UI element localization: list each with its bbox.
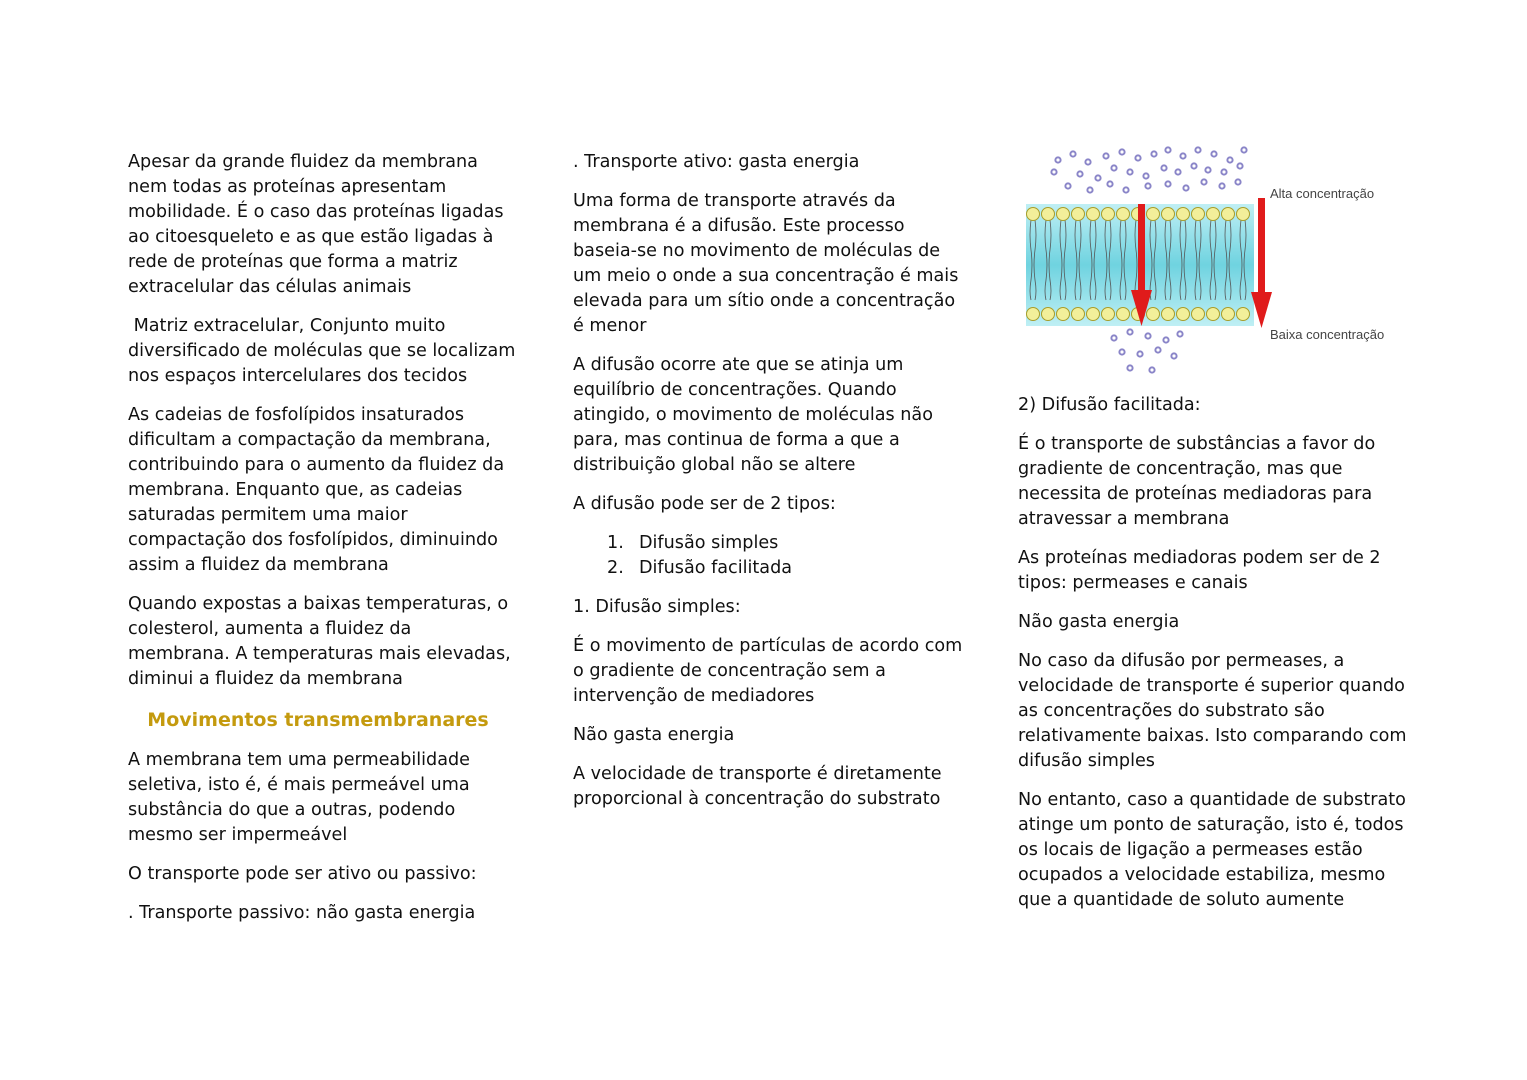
paragraph-passive-transport: . Transporte passivo: não gasta energia xyxy=(128,903,476,923)
phospholipid-head xyxy=(1027,208,1040,221)
paragraph-facilitated-def: É o transporte de substâncias a favor do gradiente de concentração, mas que necessita de proteínas mediadoras para atravessar a membrana xyxy=(1018,434,1376,529)
particle xyxy=(1077,171,1082,176)
particle xyxy=(1127,365,1132,370)
list-number: 2. xyxy=(607,558,624,578)
paragraph-cholesterol: Quando expostas a baixas temperaturas, o colesterol, aumenta a fluidez da membrana. A temperaturas mais elevadas, diminui a fluidez da membrana xyxy=(128,594,511,689)
particle xyxy=(1145,333,1150,338)
particle xyxy=(1227,157,1232,162)
particle xyxy=(1119,349,1124,354)
particle xyxy=(1180,153,1185,158)
phospholipid-head xyxy=(1042,208,1055,221)
particle xyxy=(1221,169,1226,174)
particle xyxy=(1201,179,1206,184)
list-text: Difusão facilitada xyxy=(639,558,793,578)
list-text: Difusão simples xyxy=(639,533,779,553)
paragraph-velocity: A velocidade de transporte é diretamente proporcional à concentração do substrato xyxy=(573,764,942,809)
particle xyxy=(1095,175,1100,180)
particle xyxy=(1165,181,1170,186)
paragraph-saturation: No entanto, caso a quantidade de substrato atinge um ponto de saturação, isto é, todos os locais de ligação a permeases estão ocupados a velocidade estabiliza, mesmo que a quantidade de soluto aumente xyxy=(1018,790,1406,910)
paragraph-mobility: Apesar da grande fluidez da membrana nem todas as proteínas apresentam mobilidade. É o caso das proteínas ligadas ao citoesqueleto e as que estão ligadas à rede de proteínas que forma a matriz extracelular das células animais xyxy=(128,152,504,297)
paragraph-no-energy-2: Não gasta energia xyxy=(1018,612,1180,632)
particle xyxy=(1235,179,1240,184)
membrane-diffusion-diagram xyxy=(1018,142,1398,387)
particle xyxy=(1051,169,1056,174)
particle xyxy=(1065,183,1070,188)
phospholipid-head xyxy=(1222,308,1235,321)
paragraph-diffusion-types: A difusão pode ser de 2 tipos: xyxy=(573,494,836,514)
particle xyxy=(1135,155,1140,160)
particle xyxy=(1087,187,1092,192)
phospholipid-head xyxy=(1072,208,1085,221)
particle xyxy=(1205,167,1210,172)
list-item xyxy=(607,531,963,556)
column-2 xyxy=(573,150,963,826)
phospholipid-head xyxy=(1192,208,1205,221)
particle xyxy=(1137,351,1142,356)
particle xyxy=(1055,157,1060,162)
phospholipid-head xyxy=(1207,308,1220,321)
label-low-concentration: Baixa concentração xyxy=(1270,327,1385,342)
list-item xyxy=(607,556,963,581)
phospholipid-head xyxy=(1057,208,1070,221)
section-heading: Movimentos transmembranares xyxy=(147,709,489,731)
particle xyxy=(1175,169,1180,174)
particles-high xyxy=(1051,147,1246,192)
paragraph-simple-diffusion-title: 1. Difusão simples: xyxy=(573,597,741,617)
paragraph-mediator-proteins: As proteínas mediadoras podem ser de 2 tipos: permeases e canais xyxy=(1018,548,1381,593)
phospholipid-head xyxy=(1192,308,1205,321)
paragraph-active-transport: . Transporte ativo: gasta energia xyxy=(573,152,860,172)
particles-low xyxy=(1111,329,1182,372)
particle xyxy=(1183,185,1188,190)
label-high-concentration: Alta concentração xyxy=(1270,186,1375,201)
phospholipid-head xyxy=(1102,208,1115,221)
phospholipid-head xyxy=(1177,208,1190,221)
particle xyxy=(1155,347,1160,352)
particle xyxy=(1070,151,1075,156)
arrow-icon xyxy=(1251,198,1272,328)
particle xyxy=(1085,159,1090,164)
particle xyxy=(1107,181,1112,186)
particle xyxy=(1111,335,1116,340)
phospholipid-head xyxy=(1237,208,1250,221)
paragraph-permeases: No caso da difusão por permeases, a velocidade de transporte é superior quando as concentrações do substrato são relativamente baixas. Isto comparando com difusão simples xyxy=(1018,651,1407,771)
phospholipid-head xyxy=(1117,308,1130,321)
paragraph-phospholipids: As cadeias de fosfolípidos insaturados dificultam a compactação da membrana, contribuindo para o aumento da fluidez da membrana. Enquanto que, as cadeias saturadas permitem uma maior compactação dos fosfolípidos, diminuindo assim a fluidez da membrana xyxy=(128,405,505,575)
particle xyxy=(1211,151,1216,156)
phospholipid-head xyxy=(1027,308,1040,321)
particle xyxy=(1165,147,1170,152)
paragraph-transport-types: O transporte pode ser ativo ou passivo: xyxy=(128,864,477,884)
phospholipid-head xyxy=(1072,308,1085,321)
particle xyxy=(1119,149,1124,154)
particle xyxy=(1143,173,1148,178)
particle xyxy=(1127,169,1132,174)
paragraph-extracellular-matrix: Matriz extracelular, Conjunto muito diversificado de moléculas que se localizam nos espaços intercelulares dos tecidos xyxy=(128,316,522,386)
phospholipid-head xyxy=(1087,308,1100,321)
phospholipid-head xyxy=(1042,308,1055,321)
paragraph-no-energy: Não gasta energia xyxy=(573,725,735,745)
particle xyxy=(1163,337,1168,342)
phospholipid-head xyxy=(1102,308,1115,321)
particle xyxy=(1149,367,1154,372)
phospholipid-head xyxy=(1162,208,1175,221)
phospholipid-head xyxy=(1147,308,1160,321)
phospholipid-head xyxy=(1162,308,1175,321)
column-3 xyxy=(1018,150,1408,927)
particle xyxy=(1237,163,1242,168)
particle xyxy=(1151,151,1156,156)
paragraph-facilitated-title: 2) Difusão facilitada: xyxy=(1018,395,1201,415)
phospholipid-head xyxy=(1222,208,1235,221)
phospholipid-head xyxy=(1147,208,1160,221)
particle xyxy=(1241,147,1246,152)
particle xyxy=(1195,147,1200,152)
paragraph-diffusion: Uma forma de transporte através da membrana é a difusão. Este processo baseia-se no movimento de moléculas de um meio o onde a sua concentração é mais elevada para um sítio onde a concentração é menor xyxy=(573,191,959,336)
paragraph-equilibrium: A difusão ocorre ate que se atinja um equilíbrio de concentrações. Quando atingido, o movimento de moléculas não para, mas continua de forma a que a distribuição global não se altere xyxy=(573,355,933,475)
paragraph-permeability: A membrana tem uma permeabilidade seletiva, isto é, é mais permeável uma substância do que a outras, podendo mesmo ser impermeável xyxy=(128,750,470,845)
phospholipid-head xyxy=(1177,308,1190,321)
particle xyxy=(1161,165,1166,170)
particle xyxy=(1123,187,1128,192)
particle xyxy=(1145,183,1150,188)
phospholipid-head xyxy=(1117,208,1130,221)
phospholipid-head xyxy=(1057,308,1070,321)
particle xyxy=(1127,329,1132,334)
particle xyxy=(1171,353,1176,358)
particle xyxy=(1219,183,1224,188)
particle xyxy=(1111,165,1116,170)
paragraph-simple-diffusion-def: É o movimento de partículas de acordo com o gradiente de concentração sem a intervenção de mediadores xyxy=(573,636,963,706)
particle xyxy=(1103,153,1108,158)
particle xyxy=(1177,331,1182,336)
particle xyxy=(1191,163,1196,168)
list-number: 1. xyxy=(607,533,624,553)
phospholipid-head xyxy=(1087,208,1100,221)
diffusion-types-list xyxy=(573,531,963,581)
phospholipid-head xyxy=(1237,308,1250,321)
column-1 xyxy=(128,150,522,940)
phospholipid-head xyxy=(1207,208,1220,221)
